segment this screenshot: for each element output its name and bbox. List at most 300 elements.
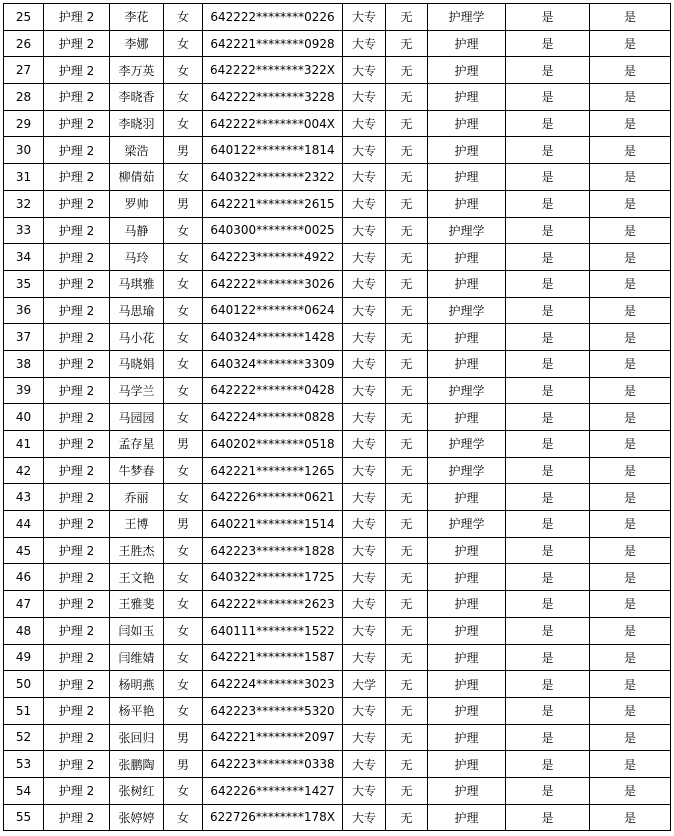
qualified-cell-1: 是 [506, 591, 590, 618]
id-number-cell: 642222********322X [203, 57, 343, 84]
qualified-cell-1: 是 [506, 217, 590, 244]
qualified-cell-1: 是 [506, 671, 590, 698]
qualified-cell-2: 是 [590, 297, 671, 324]
education-cell: 大专 [343, 724, 386, 751]
department-cell: 护理 2 [44, 617, 110, 644]
name-cell: 孟存星 [110, 431, 164, 458]
major-cell: 护理 [428, 644, 506, 671]
major-cell: 护理学 [428, 457, 506, 484]
name-cell: 马玲 [110, 244, 164, 271]
major-cell: 护理 [428, 57, 506, 84]
gender-cell: 女 [164, 617, 203, 644]
name-cell: 柳倩茹 [110, 164, 164, 191]
education-cell: 大专 [343, 57, 386, 84]
qualified-cell-2: 是 [590, 137, 671, 164]
qualified-cell-2: 是 [590, 511, 671, 538]
row-number: 27 [4, 57, 44, 84]
id-number-cell: 642226********0621 [203, 484, 343, 511]
name-cell: 杨明燕 [110, 671, 164, 698]
roster-sheet [3, 3, 670, 831]
table-row [4, 297, 671, 324]
gender-cell: 女 [164, 270, 203, 297]
table-row [4, 137, 671, 164]
major-cell: 护理 [428, 804, 506, 831]
gender-cell: 女 [164, 297, 203, 324]
name-cell: 李晓香 [110, 84, 164, 111]
id-number-cell: 640111********1522 [203, 617, 343, 644]
roster-table [3, 3, 671, 831]
gender-cell: 女 [164, 644, 203, 671]
department-cell: 护理 2 [44, 350, 110, 377]
qualified-cell-1: 是 [506, 30, 590, 57]
education-cell: 大专 [343, 270, 386, 297]
qualified-cell-1: 是 [506, 244, 590, 271]
education-cell: 大专 [343, 244, 386, 271]
id-number-cell: 640324********1428 [203, 324, 343, 351]
name-cell: 张回归 [110, 724, 164, 751]
education-cell: 大专 [343, 591, 386, 618]
title-cell: 无 [386, 591, 428, 618]
table-row [4, 697, 671, 724]
major-cell: 护理 [428, 671, 506, 698]
table-row [4, 537, 671, 564]
department-cell: 护理 2 [44, 777, 110, 804]
table-row [4, 804, 671, 831]
education-cell: 大专 [343, 564, 386, 591]
table-row [4, 4, 671, 31]
gender-cell: 男 [164, 724, 203, 751]
gender-cell: 男 [164, 137, 203, 164]
table-row [4, 724, 671, 751]
title-cell: 无 [386, 270, 428, 297]
department-cell: 护理 2 [44, 84, 110, 111]
qualified-cell-2: 是 [590, 4, 671, 31]
name-cell: 牛梦春 [110, 457, 164, 484]
major-cell: 护理 [428, 350, 506, 377]
department-cell: 护理 2 [44, 30, 110, 57]
row-number: 26 [4, 30, 44, 57]
table-row [4, 324, 671, 351]
title-cell: 无 [386, 511, 428, 538]
title-cell: 无 [386, 724, 428, 751]
table-row [4, 270, 671, 297]
major-cell: 护理 [428, 324, 506, 351]
department-cell: 护理 2 [44, 404, 110, 431]
department-cell: 护理 2 [44, 297, 110, 324]
table-row [4, 564, 671, 591]
qualified-cell-2: 是 [590, 671, 671, 698]
row-number: 46 [4, 564, 44, 591]
table-row [4, 110, 671, 137]
title-cell: 无 [386, 404, 428, 431]
qualified-cell-2: 是 [590, 84, 671, 111]
department-cell: 护理 2 [44, 751, 110, 778]
education-cell: 大专 [343, 617, 386, 644]
qualified-cell-2: 是 [590, 217, 671, 244]
qualified-cell-2: 是 [590, 404, 671, 431]
title-cell: 无 [386, 671, 428, 698]
row-number: 45 [4, 537, 44, 564]
qualified-cell-2: 是 [590, 431, 671, 458]
department-cell: 护理 2 [44, 110, 110, 137]
major-cell: 护理 [428, 484, 506, 511]
table-row [4, 57, 671, 84]
education-cell: 大专 [343, 511, 386, 538]
qualified-cell-1: 是 [506, 324, 590, 351]
education-cell: 大专 [343, 30, 386, 57]
major-cell: 护理 [428, 564, 506, 591]
qualified-cell-2: 是 [590, 537, 671, 564]
title-cell: 无 [386, 431, 428, 458]
department-cell: 护理 2 [44, 217, 110, 244]
gender-cell: 女 [164, 377, 203, 404]
row-number: 37 [4, 324, 44, 351]
major-cell: 护理 [428, 537, 506, 564]
title-cell: 无 [386, 777, 428, 804]
id-number-cell: 642221********2615 [203, 190, 343, 217]
major-cell: 护理 [428, 777, 506, 804]
gender-cell: 女 [164, 324, 203, 351]
table-row [4, 350, 671, 377]
department-cell: 护理 2 [44, 564, 110, 591]
department-cell: 护理 2 [44, 164, 110, 191]
major-cell: 护理 [428, 751, 506, 778]
row-number: 48 [4, 617, 44, 644]
id-number-cell: 642222********3228 [203, 84, 343, 111]
major-cell: 护理 [428, 110, 506, 137]
department-cell: 护理 2 [44, 190, 110, 217]
gender-cell: 女 [164, 217, 203, 244]
qualified-cell-1: 是 [506, 377, 590, 404]
row-number: 47 [4, 591, 44, 618]
gender-cell: 男 [164, 751, 203, 778]
title-cell: 无 [386, 804, 428, 831]
education-cell: 大专 [343, 377, 386, 404]
id-number-cell: 642222********2623 [203, 591, 343, 618]
table-row [4, 511, 671, 538]
major-cell: 护理 [428, 591, 506, 618]
id-number-cell: 640122********0624 [203, 297, 343, 324]
name-cell: 马思瑜 [110, 297, 164, 324]
major-cell: 护理学 [428, 377, 506, 404]
qualified-cell-1: 是 [506, 751, 590, 778]
major-cell: 护理 [428, 617, 506, 644]
title-cell: 无 [386, 324, 428, 351]
department-cell: 护理 2 [44, 57, 110, 84]
education-cell: 大专 [343, 297, 386, 324]
row-number: 33 [4, 217, 44, 244]
row-number: 49 [4, 644, 44, 671]
education-cell: 大专 [343, 431, 386, 458]
id-number-cell: 642222********0428 [203, 377, 343, 404]
qualified-cell-1: 是 [506, 84, 590, 111]
id-number-cell: 640322********1725 [203, 564, 343, 591]
id-number-cell: 640322********2322 [203, 164, 343, 191]
department-cell: 护理 2 [44, 644, 110, 671]
department-cell: 护理 2 [44, 697, 110, 724]
qualified-cell-2: 是 [590, 30, 671, 57]
qualified-cell-1: 是 [506, 110, 590, 137]
row-number: 43 [4, 484, 44, 511]
title-cell: 无 [386, 217, 428, 244]
gender-cell: 女 [164, 697, 203, 724]
id-number-cell: 642226********1427 [203, 777, 343, 804]
id-number-cell: 642224********3023 [203, 671, 343, 698]
row-number: 36 [4, 297, 44, 324]
title-cell: 无 [386, 4, 428, 31]
qualified-cell-1: 是 [506, 297, 590, 324]
table-row [4, 644, 671, 671]
qualified-cell-1: 是 [506, 564, 590, 591]
row-number: 34 [4, 244, 44, 271]
qualified-cell-2: 是 [590, 777, 671, 804]
department-cell: 护理 2 [44, 804, 110, 831]
qualified-cell-1: 是 [506, 777, 590, 804]
name-cell: 王胜杰 [110, 537, 164, 564]
table-row [4, 777, 671, 804]
name-cell: 李晓羽 [110, 110, 164, 137]
row-number: 30 [4, 137, 44, 164]
gender-cell: 男 [164, 511, 203, 538]
id-number-cell: 642221********0928 [203, 30, 343, 57]
education-cell: 大学 [343, 671, 386, 698]
row-number: 41 [4, 431, 44, 458]
major-cell: 护理学 [428, 511, 506, 538]
education-cell: 大专 [343, 484, 386, 511]
major-cell: 护理学 [428, 297, 506, 324]
qualified-cell-2: 是 [590, 350, 671, 377]
title-cell: 无 [386, 137, 428, 164]
id-number-cell: 642222********0226 [203, 4, 343, 31]
name-cell: 杨平艳 [110, 697, 164, 724]
table-row [4, 30, 671, 57]
table-row [4, 591, 671, 618]
id-number-cell: 640202********0518 [203, 431, 343, 458]
table-row [4, 377, 671, 404]
major-cell: 护理 [428, 270, 506, 297]
name-cell: 张婷婷 [110, 804, 164, 831]
education-cell: 大专 [343, 457, 386, 484]
qualified-cell-1: 是 [506, 457, 590, 484]
gender-cell: 女 [164, 564, 203, 591]
name-cell: 闫如玉 [110, 617, 164, 644]
title-cell: 无 [386, 644, 428, 671]
id-number-cell: 642223********0338 [203, 751, 343, 778]
row-number: 25 [4, 4, 44, 31]
department-cell: 护理 2 [44, 4, 110, 31]
id-number-cell: 642221********1587 [203, 644, 343, 671]
major-cell: 护理 [428, 137, 506, 164]
row-number: 51 [4, 697, 44, 724]
title-cell: 无 [386, 617, 428, 644]
name-cell: 王文艳 [110, 564, 164, 591]
major-cell: 护理 [428, 190, 506, 217]
major-cell: 护理 [428, 244, 506, 271]
title-cell: 无 [386, 110, 428, 137]
qualified-cell-1: 是 [506, 57, 590, 84]
title-cell: 无 [386, 244, 428, 271]
name-cell: 李娜 [110, 30, 164, 57]
gender-cell: 女 [164, 244, 203, 271]
qualified-cell-2: 是 [590, 190, 671, 217]
name-cell: 李花 [110, 4, 164, 31]
department-cell: 护理 2 [44, 457, 110, 484]
gender-cell: 女 [164, 484, 203, 511]
id-number-cell: 640300********0025 [203, 217, 343, 244]
qualified-cell-2: 是 [590, 324, 671, 351]
id-number-cell: 642221********1265 [203, 457, 343, 484]
table-row [4, 84, 671, 111]
row-number: 54 [4, 777, 44, 804]
gender-cell: 女 [164, 457, 203, 484]
qualified-cell-2: 是 [590, 244, 671, 271]
title-cell: 无 [386, 564, 428, 591]
major-cell: 护理学 [428, 217, 506, 244]
gender-cell: 女 [164, 110, 203, 137]
gender-cell: 女 [164, 350, 203, 377]
major-cell: 护理学 [428, 431, 506, 458]
gender-cell: 女 [164, 777, 203, 804]
qualified-cell-1: 是 [506, 350, 590, 377]
gender-cell: 女 [164, 164, 203, 191]
department-cell: 护理 2 [44, 511, 110, 538]
row-number: 35 [4, 270, 44, 297]
table-row [4, 217, 671, 244]
education-cell: 大专 [343, 217, 386, 244]
row-number: 42 [4, 457, 44, 484]
major-cell: 护理 [428, 84, 506, 111]
table-row [4, 431, 671, 458]
id-number-cell: 642222********3026 [203, 270, 343, 297]
gender-cell: 女 [164, 4, 203, 31]
qualified-cell-1: 是 [506, 537, 590, 564]
id-number-cell: 640221********1514 [203, 511, 343, 538]
department-cell: 护理 2 [44, 431, 110, 458]
qualified-cell-1: 是 [506, 804, 590, 831]
name-cell: 马小花 [110, 324, 164, 351]
row-number: 50 [4, 671, 44, 698]
row-number: 52 [4, 724, 44, 751]
department-cell: 护理 2 [44, 137, 110, 164]
id-number-cell: 642224********0828 [203, 404, 343, 431]
education-cell: 大专 [343, 644, 386, 671]
title-cell: 无 [386, 84, 428, 111]
education-cell: 大专 [343, 350, 386, 377]
id-number-cell: 642221********2097 [203, 724, 343, 751]
name-cell: 王博 [110, 511, 164, 538]
qualified-cell-2: 是 [590, 457, 671, 484]
title-cell: 无 [386, 164, 428, 191]
education-cell: 大专 [343, 84, 386, 111]
education-cell: 大专 [343, 137, 386, 164]
major-cell: 护理学 [428, 4, 506, 31]
table-row [4, 244, 671, 271]
name-cell: 马园园 [110, 404, 164, 431]
title-cell: 无 [386, 350, 428, 377]
department-cell: 护理 2 [44, 324, 110, 351]
id-number-cell: 640324********3309 [203, 350, 343, 377]
qualified-cell-2: 是 [590, 724, 671, 751]
title-cell: 无 [386, 377, 428, 404]
major-cell: 护理 [428, 697, 506, 724]
qualified-cell-2: 是 [590, 751, 671, 778]
qualified-cell-1: 是 [506, 724, 590, 751]
gender-cell: 女 [164, 804, 203, 831]
row-number: 29 [4, 110, 44, 137]
table-row [4, 671, 671, 698]
gender-cell: 男 [164, 190, 203, 217]
qualified-cell-2: 是 [590, 270, 671, 297]
row-number: 38 [4, 350, 44, 377]
department-cell: 护理 2 [44, 671, 110, 698]
education-cell: 大专 [343, 164, 386, 191]
gender-cell: 男 [164, 431, 203, 458]
education-cell: 大专 [343, 110, 386, 137]
education-cell: 大专 [343, 804, 386, 831]
education-cell: 大专 [343, 404, 386, 431]
id-number-cell: 640122********1814 [203, 137, 343, 164]
qualified-cell-2: 是 [590, 377, 671, 404]
qualified-cell-1: 是 [506, 137, 590, 164]
qualified-cell-2: 是 [590, 164, 671, 191]
gender-cell: 女 [164, 591, 203, 618]
qualified-cell-2: 是 [590, 564, 671, 591]
qualified-cell-1: 是 [506, 484, 590, 511]
qualified-cell-2: 是 [590, 110, 671, 137]
row-number: 44 [4, 511, 44, 538]
row-number: 31 [4, 164, 44, 191]
qualified-cell-1: 是 [506, 697, 590, 724]
major-cell: 护理 [428, 724, 506, 751]
name-cell: 王雅斐 [110, 591, 164, 618]
row-number: 40 [4, 404, 44, 431]
name-cell: 张鹏陶 [110, 751, 164, 778]
education-cell: 大专 [343, 777, 386, 804]
gender-cell: 女 [164, 84, 203, 111]
major-cell: 护理 [428, 404, 506, 431]
major-cell: 护理 [428, 164, 506, 191]
name-cell: 闫维婧 [110, 644, 164, 671]
name-cell: 李万英 [110, 57, 164, 84]
title-cell: 无 [386, 57, 428, 84]
qualified-cell-1: 是 [506, 164, 590, 191]
name-cell: 梁浩 [110, 137, 164, 164]
title-cell: 无 [386, 697, 428, 724]
table-row [4, 484, 671, 511]
id-number-cell: 642223********5320 [203, 697, 343, 724]
education-cell: 大专 [343, 751, 386, 778]
id-number-cell: 622726********178X [203, 804, 343, 831]
qualified-cell-2: 是 [590, 697, 671, 724]
table-row [4, 164, 671, 191]
qualified-cell-2: 是 [590, 484, 671, 511]
table-row [4, 751, 671, 778]
title-cell: 无 [386, 484, 428, 511]
gender-cell: 女 [164, 537, 203, 564]
title-cell: 无 [386, 30, 428, 57]
department-cell: 护理 2 [44, 591, 110, 618]
qualified-cell-1: 是 [506, 190, 590, 217]
row-number: 32 [4, 190, 44, 217]
qualified-cell-1: 是 [506, 511, 590, 538]
department-cell: 护理 2 [44, 724, 110, 751]
name-cell: 罗帅 [110, 190, 164, 217]
department-cell: 护理 2 [44, 537, 110, 564]
qualified-cell-1: 是 [506, 431, 590, 458]
education-cell: 大专 [343, 537, 386, 564]
id-number-cell: 642223********1828 [203, 537, 343, 564]
title-cell: 无 [386, 297, 428, 324]
